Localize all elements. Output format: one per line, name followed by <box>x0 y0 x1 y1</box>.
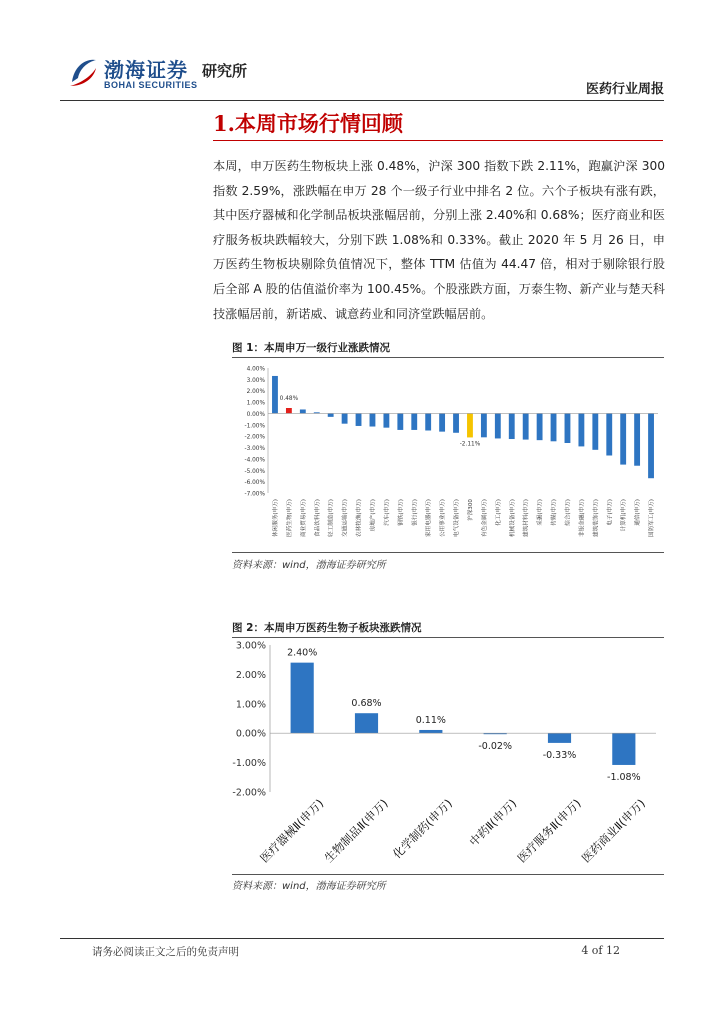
bar <box>634 413 640 465</box>
bar <box>537 413 543 440</box>
x-tick-label: 建筑装饰(申万) <box>593 499 600 537</box>
bar <box>648 413 654 478</box>
bar <box>606 413 612 455</box>
bar <box>612 733 635 765</box>
figure-2-source: 资料来源：wind，渤海证券研究所 <box>232 881 386 892</box>
bar <box>272 376 278 413</box>
x-tick-label: 化学制药(申万) <box>389 796 455 862</box>
x-tick-label: 通信(申万) <box>635 499 642 526</box>
bar <box>523 413 529 439</box>
x-tick-label: 有色金属(申万) <box>481 499 488 537</box>
x-tick-label: 房地产(申万) <box>370 499 377 532</box>
x-tick-label: 家用电器(申万) <box>426 499 433 537</box>
footer-divider <box>60 938 664 939</box>
figure-1-bottom-rule <box>232 552 664 553</box>
bar <box>291 663 314 734</box>
section-title: 1.本周市场行情回顾 <box>213 111 403 136</box>
y-tick-label: 0.00% <box>235 728 266 740</box>
bar <box>467 413 473 437</box>
x-tick-label: 综合(申万) <box>565 499 572 526</box>
y-tick-label: 4.00% <box>246 366 265 373</box>
logo-chinese-name: 渤海证券 <box>104 58 188 82</box>
x-tick-label: 传媒(申万) <box>551 499 558 526</box>
y-tick-label: 1.00% <box>235 699 266 711</box>
bar <box>383 413 389 427</box>
bar <box>439 413 445 431</box>
logo-institute-label: 研究所 <box>202 62 248 80</box>
report-type-label: 医药行业周报 <box>585 82 664 97</box>
x-tick-label: 钢铁(申万) <box>398 499 405 526</box>
section-title-underline <box>213 140 663 141</box>
y-tick-label: -6.00% <box>244 480 265 487</box>
data-label: 0.11% <box>415 714 446 726</box>
figure-1-chart <box>232 360 664 552</box>
x-tick-label: 医疗器械Ⅱ(申万) <box>257 796 327 866</box>
x-tick-label: 医药生物(申万) <box>286 499 293 537</box>
x-tick-label: 中药Ⅱ(申万) <box>466 796 520 850</box>
page-header <box>60 48 664 98</box>
data-label: 0.48% <box>279 396 299 402</box>
bar <box>419 730 442 733</box>
bar <box>425 413 431 430</box>
figure-1-top-rule <box>232 357 664 358</box>
y-tick-label: -7.00% <box>244 491 265 498</box>
x-tick-label: 机械设备(申万) <box>509 499 516 537</box>
page-number: 4 of 12 <box>581 944 620 957</box>
bar <box>411 413 417 429</box>
x-tick-label: 采掘(申万) <box>537 499 544 526</box>
x-tick-label: 国防军工(申万) <box>649 499 656 537</box>
x-tick-label: 公用事业(申万) <box>440 499 447 537</box>
x-tick-label: 医药商业Ⅱ(申万) <box>578 796 648 866</box>
x-tick-label: 休闲服务(申万) <box>272 499 279 537</box>
y-tick-label: 1.00% <box>246 400 265 407</box>
bar <box>565 413 571 443</box>
x-tick-label: 农林牧渔(申万) <box>356 499 363 537</box>
data-label: -0.02% <box>478 740 512 752</box>
logo-english-name: BOHAI SECURITIES <box>104 80 198 90</box>
y-tick-label: 3.00% <box>235 640 266 652</box>
x-tick-label: 交通运输(申万) <box>342 499 349 537</box>
x-tick-label: 沪深300 <box>467 499 474 521</box>
bar <box>286 408 292 413</box>
bar <box>620 413 626 464</box>
bar <box>548 733 571 743</box>
bar <box>355 713 378 733</box>
bar <box>356 413 362 426</box>
data-label: -0.33% <box>542 749 577 761</box>
bar <box>328 413 334 416</box>
bar <box>551 413 557 441</box>
bar <box>342 413 348 423</box>
x-tick-label: 轻工制造(申万) <box>328 499 335 537</box>
x-tick-label: 医疗服务Ⅱ(申万) <box>514 796 584 866</box>
y-tick-label: -2.00% <box>244 434 265 441</box>
x-tick-label: 非银金融(申万) <box>579 499 586 537</box>
x-tick-label: 生物制品Ⅱ(申万) <box>321 796 391 866</box>
footer-disclaimer: 请务必阅读正文之后的免责声明 <box>92 946 239 958</box>
bar <box>370 413 376 426</box>
y-tick-label: 3.00% <box>246 377 265 384</box>
bar <box>300 409 306 413</box>
y-tick-label: -1.00% <box>244 423 265 430</box>
bohai-logo-icon <box>68 54 98 88</box>
bar <box>453 413 459 432</box>
x-tick-label: 商业贸易(申万) <box>300 499 307 537</box>
x-tick-label: 计算机(申万) <box>621 499 628 532</box>
data-label: 0.68% <box>351 698 382 710</box>
x-tick-label: 汽车(申万) <box>384 499 391 526</box>
bar <box>481 413 487 437</box>
body-paragraph: 本周，申万医药生物板块上涨 0.48%，沪深 300 指数下跌 2.11%，跑赢沪深 300 指数 2.59%，涨跌幅在申万 28 个一级子行业中排名 2 位。六个子板块有涨有跌，其中医疗器械和化学制品板块涨幅居前，分别上涨 2.40%和 0.68%；医疗商业和医疗服务板块跌幅较大，分别下跌 1.08%和 0.33%。截止 2020 年 5 月 26 日，申万医药生物板块剔除负值情况下，整体 TTM 估值为 44.47 倍，相对于剔除银行股后全部 A 股的估值溢价率为 100.45%。个股涨跌方面，万泰生物、新产业与楚天科技涨幅居前，新诺威、诚意药业和同济堂跌幅居前。 <box>213 159 665 321</box>
x-tick-label: 电气设备(申万) <box>454 499 461 537</box>
x-tick-label: 银行(申万) <box>412 499 419 526</box>
y-tick-label: 0.00% <box>246 411 265 418</box>
y-tick-label: -3.00% <box>244 446 265 453</box>
data-label: 2.40% <box>287 647 318 659</box>
figure-2-chart <box>232 638 664 874</box>
bar <box>397 413 403 429</box>
bar <box>509 413 515 439</box>
figure-1-source: 资料来源：wind，渤海证券研究所 <box>232 560 386 571</box>
x-tick-label: 化工(申万) <box>495 499 502 526</box>
x-tick-label: 食品饮料(申万) <box>314 499 321 537</box>
bar <box>592 413 598 449</box>
y-tick-label: -1.00% <box>232 758 266 770</box>
y-tick-label: -4.00% <box>244 457 265 464</box>
figure-1-caption: 图 1：本周申万一级行业涨跌情况 <box>232 342 390 354</box>
y-tick-label: 2.00% <box>246 389 265 396</box>
y-tick-label: 2.00% <box>235 669 266 681</box>
data-label: -2.11% <box>459 441 481 448</box>
x-tick-label: 建筑材料(申万) <box>523 499 530 537</box>
y-tick-label: -2.00% <box>232 787 266 799</box>
figure-2-caption: 图 2：本周申万医药生物子板块涨跌情况 <box>232 622 422 634</box>
y-tick-label: -5.00% <box>244 468 265 475</box>
header-divider <box>60 100 664 101</box>
bar <box>578 413 584 446</box>
x-tick-label: 电子(申万) <box>607 499 614 526</box>
bar <box>495 413 501 438</box>
figure-2-bottom-rule <box>232 874 664 875</box>
data-label: -1.08% <box>607 771 641 783</box>
